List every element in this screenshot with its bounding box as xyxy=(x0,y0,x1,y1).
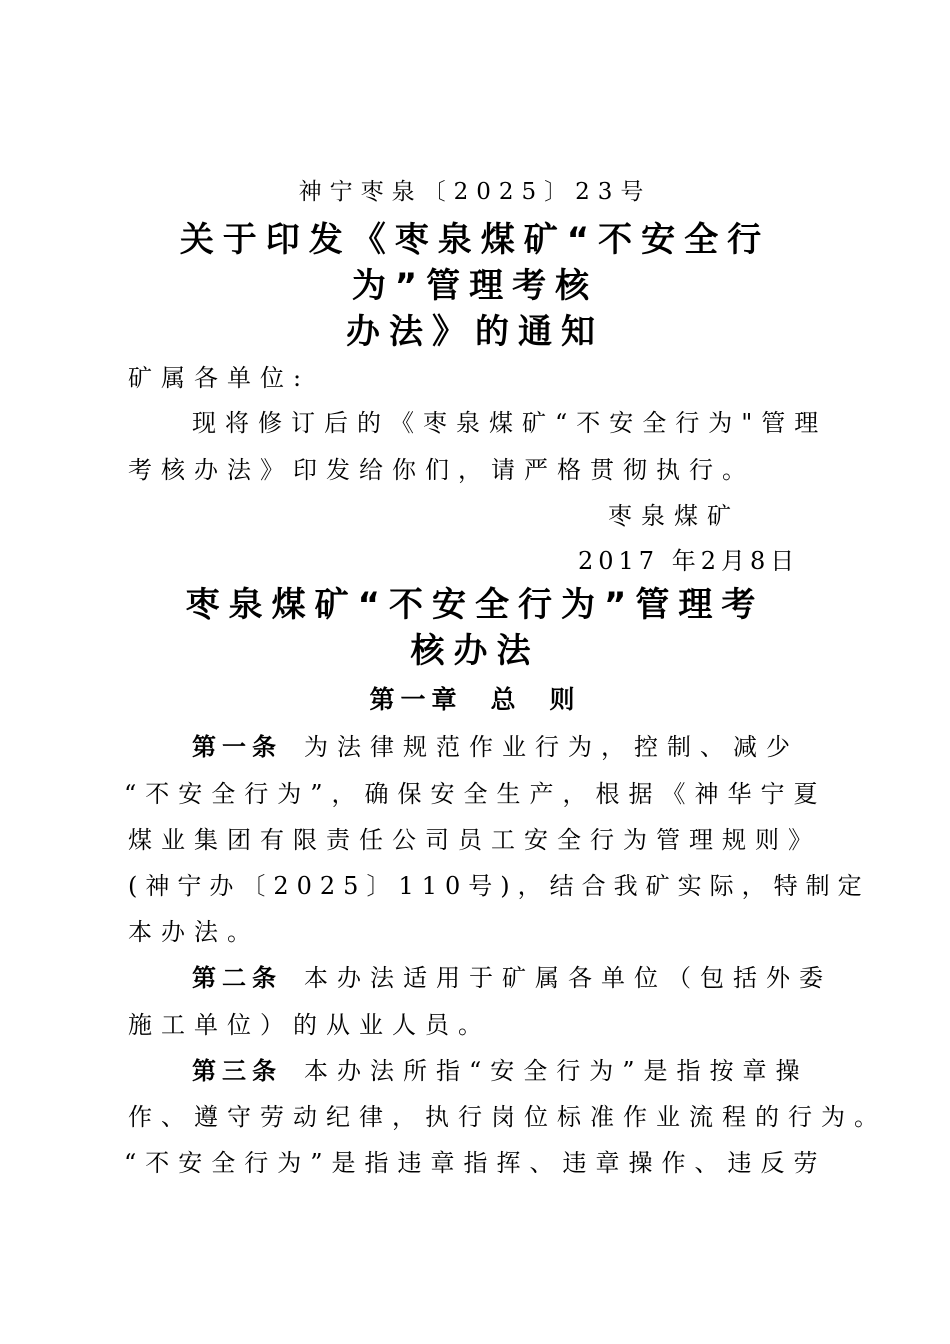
article-3-line-3: “不安全行为”是指违章指挥、违章操作、违反劳 xyxy=(124,1149,827,1177)
chapter-heading xyxy=(0,684,950,716)
notice-title-line-1: 关于印发《枣泉煤矿“不安全行 xyxy=(179,220,771,260)
article-1-line-1 xyxy=(192,731,799,763)
notice-body-line-2: 考核办法》印发给你们，请严格贯彻执行。 xyxy=(128,456,755,484)
regulation-title-line-2: 核办法 xyxy=(410,631,540,671)
article-2-line-1 xyxy=(192,962,832,994)
article-3-line-2: 作、遵守劳动纪律，执行岗位标准作业流程的行为。 xyxy=(128,1103,887,1131)
chapter-name-part-1: 总 xyxy=(490,685,522,714)
article-1-text: 为法律规范作业行为，控制、减少 xyxy=(304,733,799,761)
chapter-name-part-2: 则 xyxy=(549,685,581,714)
article-2-label: 第二条 xyxy=(192,964,282,992)
article-2-line-2: 施工单位）的从业人员。 xyxy=(128,1011,491,1039)
article-1-line-3: 煤业集团有限责任公司员工安全行为管理规则》 xyxy=(128,826,821,854)
article-3-line-1 xyxy=(192,1055,809,1087)
article-1-line-2: “不安全行为”，确保安全生产，根据《神华宁夏 xyxy=(124,780,827,808)
article-3-text: 本办法所指“安全行为”是指按章操 xyxy=(304,1057,809,1085)
notice-title-line-2: 为”管理考核 xyxy=(351,266,599,306)
document-number: 神宁枣泉〔2025〕23号 xyxy=(298,179,652,205)
regulation-title-line-1: 枣泉煤矿“不安全行为”管理考 xyxy=(185,585,765,625)
notice-title-line-3: 办法》的通知 xyxy=(346,312,604,352)
article-2-text: 本办法适用于矿属各单位（包括外委 xyxy=(304,964,832,992)
issuer-signature: 枣泉煤矿 xyxy=(608,502,740,530)
article-1-label: 第一条 xyxy=(192,733,282,761)
chapter-number: 第一章 xyxy=(369,685,463,714)
article-1-line-4: (神宁办〔2025〕110号)，结合我矿实际，特制定 xyxy=(128,872,870,900)
issue-date: 2017 年2月8日 xyxy=(578,547,800,575)
article-1-line-5: 本办法。 xyxy=(128,918,260,946)
salutation: 矿属各单位: xyxy=(128,364,311,392)
notice-body-line-1: 现将修订后的《枣泉煤矿“不安全行为"管理 xyxy=(192,409,828,437)
article-3-label: 第三条 xyxy=(192,1057,282,1085)
